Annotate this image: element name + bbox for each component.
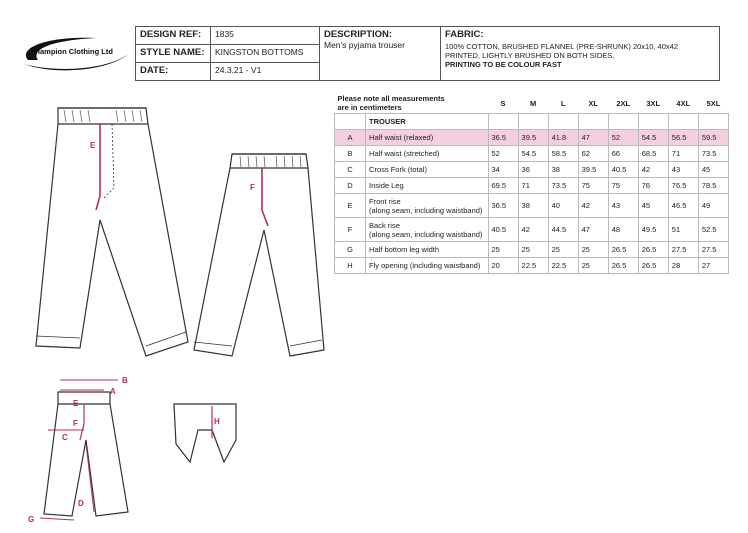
measure-value: 54.5 bbox=[638, 130, 668, 146]
measure-value: 28 bbox=[668, 258, 698, 274]
measure-value: 51 bbox=[668, 218, 698, 242]
measure-value: 26.5 bbox=[608, 258, 638, 274]
measure-value: 54.5 bbox=[518, 146, 548, 162]
measure-code: D bbox=[335, 178, 366, 194]
size-header: 2XL bbox=[616, 98, 631, 108]
measure-code: H bbox=[335, 258, 366, 274]
diagram-label-e: E bbox=[73, 399, 79, 408]
note-line-2: are in centimeters bbox=[337, 103, 402, 112]
front-rise-label: E bbox=[90, 141, 96, 150]
fabric-label: FABRIC: bbox=[445, 29, 484, 40]
fly-detail-sketch bbox=[174, 404, 236, 462]
diagram-label-d: D bbox=[78, 499, 84, 508]
measure-value: 48 bbox=[608, 218, 638, 242]
front-trouser-sketch bbox=[36, 108, 188, 356]
measure-value: 71 bbox=[518, 178, 548, 194]
measure-value: 40 bbox=[548, 194, 578, 218]
size-header: 4XL bbox=[676, 98, 691, 108]
measure-value: 25 bbox=[578, 242, 608, 258]
measure-value: 52.5 bbox=[698, 218, 728, 242]
measure-value: 58.5 bbox=[548, 146, 578, 162]
measure-value: 25 bbox=[488, 242, 518, 258]
measure-value: 45 bbox=[698, 162, 728, 178]
measure-code: B bbox=[335, 146, 366, 162]
style-name-value: KINGSTON BOTTOMS bbox=[211, 45, 320, 63]
size-header: M bbox=[529, 98, 537, 108]
measure-code: E bbox=[335, 194, 366, 218]
measure-value: 66 bbox=[608, 146, 638, 162]
measure-value: 44.5 bbox=[548, 218, 578, 242]
measure-value: 20 bbox=[488, 258, 518, 274]
measure-value: 52 bbox=[608, 130, 638, 146]
measure-value: 27 bbox=[698, 258, 728, 274]
measure-value: 42 bbox=[518, 218, 548, 242]
date-value: 24.3.21 - V1 bbox=[211, 63, 320, 81]
design-ref-label: DESIGN REF: bbox=[136, 27, 211, 45]
measure-code: A bbox=[335, 130, 366, 146]
measure-value: 40.5 bbox=[608, 162, 638, 178]
measure-value: 34 bbox=[488, 162, 518, 178]
measure-description-main: Half bottom leg width bbox=[369, 245, 440, 254]
diagram-label-h: H bbox=[214, 417, 220, 426]
measure-description-main: Inside Leg bbox=[369, 181, 404, 190]
size-header: 5XL bbox=[706, 98, 721, 108]
measure-value: 25 bbox=[548, 242, 578, 258]
measure-value: 36.5 bbox=[488, 194, 518, 218]
measure-value: 42 bbox=[578, 194, 608, 218]
measure-value: 43 bbox=[668, 162, 698, 178]
measure-description-main: Cross Fork (total) bbox=[369, 165, 427, 174]
measure-value: 71 bbox=[668, 146, 698, 162]
measure-value: 75 bbox=[608, 178, 638, 194]
measure-value: 43 bbox=[608, 194, 638, 218]
description-value: Men's pyjama trouser bbox=[324, 40, 405, 50]
diagram-label-f: F bbox=[73, 419, 78, 428]
measure-code: F bbox=[335, 218, 366, 242]
measure-description-sub: (along seam, including waistband) bbox=[369, 229, 483, 239]
measure-value: 59.5 bbox=[698, 130, 728, 146]
back-rise-label: F bbox=[250, 183, 255, 192]
measure-value: 22.5 bbox=[548, 258, 578, 274]
design-ref-value: 1835 bbox=[211, 27, 320, 45]
measure-value: 38 bbox=[548, 162, 578, 178]
fabric-line-2: PRINTED, LIGHTLY BRUSHED ON BOTH SIDES. bbox=[445, 51, 615, 60]
measurement-diagram bbox=[40, 380, 128, 520]
back-trouser-sketch bbox=[194, 154, 324, 356]
measure-value: 46.5 bbox=[668, 194, 698, 218]
measure-value: 22.5 bbox=[518, 258, 548, 274]
fabric-line-1: 100% COTTON, BRUSHED FLANNEL (PRE-SHRUNK) 20x10, 40x42 bbox=[445, 42, 678, 51]
measure-value: 27.5 bbox=[668, 242, 698, 258]
size-header: 3XL bbox=[646, 98, 661, 108]
diagram-label-g: G bbox=[28, 515, 35, 524]
measure-value: 76 bbox=[638, 178, 668, 194]
measure-value: 36.5 bbox=[488, 130, 518, 146]
measure-value: 38 bbox=[518, 194, 548, 218]
size-header: XL bbox=[588, 98, 598, 108]
measure-value: 52 bbox=[488, 146, 518, 162]
measure-code: G bbox=[335, 242, 366, 258]
measure-description-main: Half waist (stretched) bbox=[369, 149, 440, 158]
size-header: L bbox=[560, 98, 566, 108]
measure-value: 26.5 bbox=[638, 258, 668, 274]
description-label: DESCRIPTION: bbox=[324, 29, 393, 40]
diagram-label-c: C bbox=[62, 433, 68, 442]
measure-value: 36 bbox=[518, 162, 548, 178]
diagram-label-a: A bbox=[110, 387, 116, 396]
note-line-1: Please note all measurements bbox=[337, 94, 445, 103]
measure-value: 68.5 bbox=[638, 146, 668, 162]
measure-value: 45 bbox=[638, 194, 668, 218]
measure-description-main: Fly opening (including waistband) bbox=[369, 261, 481, 270]
measure-value: 49 bbox=[698, 194, 728, 218]
measure-value: 42 bbox=[638, 162, 668, 178]
measure-value: 62 bbox=[578, 146, 608, 162]
measure-value: 56.5 bbox=[668, 130, 698, 146]
logo-text: Champion Clothing Ltd bbox=[30, 47, 113, 56]
measure-value: 26.5 bbox=[608, 242, 638, 258]
fabric-line-3: PRINTING TO BE COLOUR FAST bbox=[445, 60, 562, 69]
measure-value: 41.8 bbox=[548, 130, 578, 146]
measure-value: 73.5 bbox=[698, 146, 728, 162]
measure-value: 25 bbox=[578, 258, 608, 274]
measure-value: 47 bbox=[578, 218, 608, 242]
measure-value: 27.5 bbox=[698, 242, 728, 258]
diagram-label-b: B bbox=[122, 376, 128, 385]
measure-description-main: Front rise bbox=[369, 196, 401, 206]
leg-width-line bbox=[40, 518, 74, 520]
measure-value: 76.5 bbox=[668, 178, 698, 194]
section-title: TROUSER bbox=[366, 114, 488, 130]
measure-description-sub: (along seam, including waistband) bbox=[369, 205, 483, 215]
measure-description-main: Half waist (relaxed) bbox=[369, 133, 434, 142]
measure-description-main: Back rise bbox=[369, 220, 400, 230]
measure-value: 40.5 bbox=[488, 218, 518, 242]
measure-value: 49.5 bbox=[638, 218, 668, 242]
measure-value: 39.5 bbox=[578, 162, 608, 178]
measure-value: 69.5 bbox=[488, 178, 518, 194]
measure-value: 73.5 bbox=[548, 178, 578, 194]
date-label: DATE: bbox=[136, 63, 211, 81]
size-header: S bbox=[500, 98, 506, 108]
measure-value: 25 bbox=[518, 242, 548, 258]
measure-value: 47 bbox=[578, 130, 608, 146]
measure-value: 26.5 bbox=[638, 242, 668, 258]
measure-value: 78.5 bbox=[698, 178, 728, 194]
measure-value: 39.5 bbox=[518, 130, 548, 146]
style-name-label: STYLE NAME: bbox=[136, 45, 211, 63]
measure-code: C bbox=[335, 162, 366, 178]
measure-value: 75 bbox=[578, 178, 608, 194]
